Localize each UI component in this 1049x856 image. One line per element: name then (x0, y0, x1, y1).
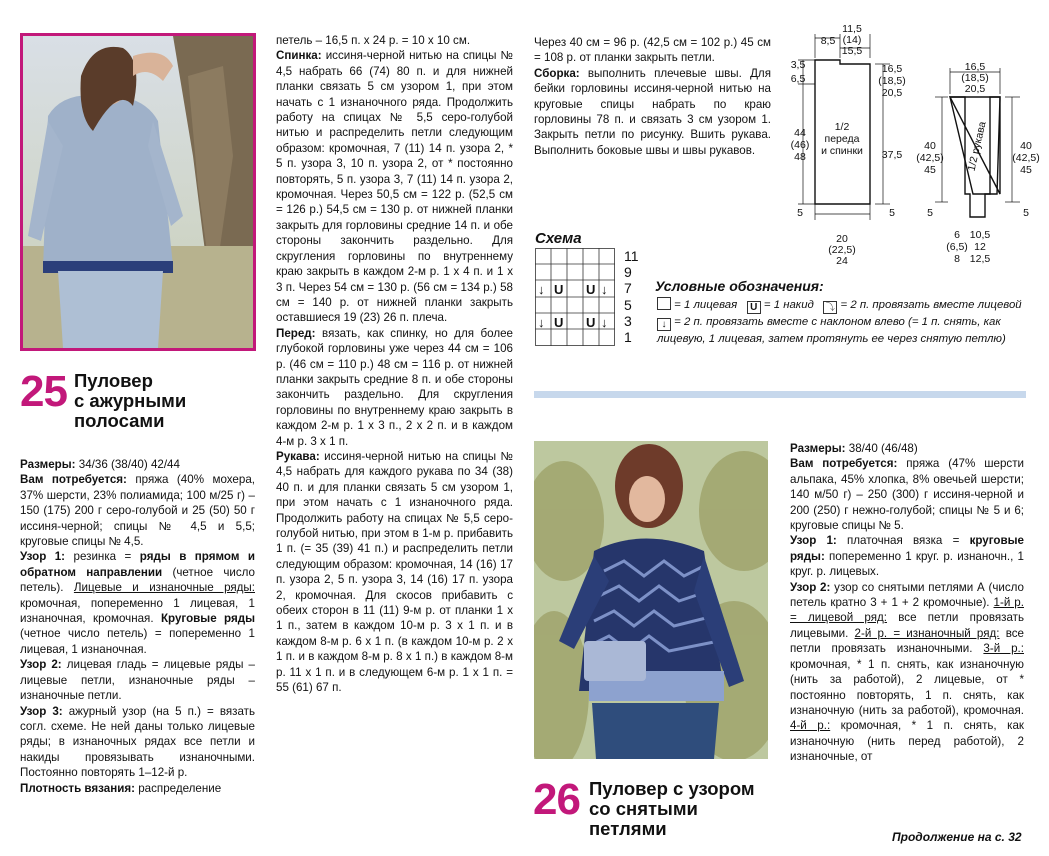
dim-length: (46) (790, 139, 810, 151)
front-text: вязать, как спинку, но для более глубокой горловины уже через 44 см = 106 р. (46 см = 110 р.) 48 см = 116 р. от нижней планки закрыть средние 8 п. и обе стороны закончить раздельно. Для скругления горловины по внутреннему краю закрыть в каждом 2-м р. 1 х 3 п., 2 х 2 п. и в каждом 4-м р. 3 х 1 п. (276, 326, 513, 448)
assembly-label: Сборка: (534, 66, 580, 80)
ssk-icon: ↓ (657, 318, 671, 331)
pattern2-text: лицевая гладь = лицевые ряды – лицевые петли, изнаночные ряды – изнаночные петли. (20, 658, 255, 703)
dim-sleeve-bottom: 12 (974, 241, 986, 253)
k2tog-left-icon: ↓ (538, 282, 545, 297)
sleeve-label: 1/2 рукава (965, 120, 989, 173)
pattern1-text: платочная вязка = (847, 534, 960, 548)
yo-icon: U (586, 282, 596, 297)
column-4 (790, 441, 1024, 765)
body-label: 1/2 (834, 121, 850, 133)
title-line: Пуловер (74, 370, 153, 391)
dim-sleeve-top: (18,5) (961, 72, 989, 84)
pattern2-text: узор со снятыми петлями А (число петель кратно 3 + 1 + 2 кромочные). (790, 580, 1024, 610)
k2tog-icon: ↓ (601, 282, 608, 297)
materials-text: пряжа (40% мохера, 37% шерсти, 23% полиамида; 100 м/25 г) – 150 (175) 200 г серо-голубой и 25 (50) 50 г иссиня-черной; спицы № 4,5 и 5,5; круговые спицы № 4,5. (20, 473, 255, 549)
row2-label: 2-й р. = изнаночный ряд: (854, 626, 1000, 640)
legend (657, 297, 1041, 347)
sizes-value: 34/36 (38/40) 42/44 (78, 458, 180, 471)
row-number: 11 (624, 248, 639, 264)
dim-sleeve-top: 16,5 (964, 61, 986, 73)
row-number: 5 (624, 296, 632, 313)
dim-band: 5 (889, 207, 895, 219)
dim-shoulder: 16,5 (881, 63, 903, 75)
dim-length: 48 (794, 151, 806, 163)
pattern3-text: ажурный узор (на 5 п.) = вязать согл. схеме. Не ней даны только лицевые ряды; в изнаночных рядах все петли и накиды провязывать изнаночными. Постоянно повторять 1–12-й р. (20, 704, 255, 780)
dim-shoulder: 20,5 (881, 87, 903, 99)
yo-icon: U (586, 315, 596, 330)
dim-sleeve-bottom: 10,5 (969, 229, 991, 241)
pattern1-rows: ряды в прямом и обратном направлении (20, 550, 255, 579)
pattern-number-26: 26 (533, 775, 580, 824)
dim-neck-depth: 3,5 (790, 59, 806, 71)
density-text: распределение (138, 781, 222, 795)
title-line: со снятыми (589, 798, 698, 819)
dim-length: 44 (794, 127, 806, 139)
chart-row-numbers (624, 248, 639, 345)
pattern1-text: (четное число петель) = попеременно 1 лицевая, 1 изнаночная. (20, 627, 255, 656)
sizes-value: 38/40 (46/48) (848, 442, 918, 455)
title-line: Пуловер с узором (589, 778, 755, 799)
sleeves-text: иссиня-черной нитью на спицы № 4,5 набрать для каждого рукава по 34 (38) 40 п. и для планки связать 5 см узором 1, при этом начать с 1 изнаночного ряда. Продолжить работу на спицах № 5,5 серо-голубой нитью, при этом в 1-м р. прибавить 1 п. (= 35 (39) 41 п.) и распределить петли следующим образом: кромочная, 14 (16) 17 п. узора 2, 5 п. узора 3, 14 (16) 17 п. узора 2, кромочная. Для скосов прибавить с обеих сторон в 11 (11) 9-м р. от планки 1 х 1 п., затем в каждом 10-м р. 3 х 1 п. и в каждом 8-м р. 6 х 1 п. (в каждом 10-м р. 2 х 1 п. и в каждом 8-м р. 8 х 1 п.) в каждом 8-м р. 11 х 1 п. и в следующем 6-м р. 1 х 1 п. = 55 (61) 67 п. (276, 449, 513, 695)
dim-band: 5 (797, 207, 803, 219)
dim-side: 37,5 (881, 149, 903, 161)
pattern1-round-label: Круговые ряды (160, 612, 255, 626)
sizes-label: Размеры: (20, 458, 76, 471)
dim-sleeve-length: (42,5) (1012, 152, 1040, 164)
title-line: полосами (74, 410, 165, 431)
pattern1-text: кромочная, попеременно 1 лицевая, 1 изнаночная, кромочная. (20, 596, 255, 626)
row3-text: кромочная, * 1 п. снять, как изнаночную (нить за работой), 2 лицевые, от * постоянно повторять, 1 п. снять, как изнаночную (нить за работой), кромочная. (790, 657, 1024, 717)
row-number: 1 (624, 329, 632, 346)
density-label: Плотность вязания: (20, 781, 135, 795)
assembly-text: выполнить плечевые швы. Для бейки горловины иссиня-черной нитью на круговые спицы набрать по краю горловины 78 п. и связать 3 см узором 1. Закрыть петли по рисунку. Вшить рукава. Выполнить боковые швы и швы рукавов. (534, 66, 771, 157)
dim-top-neck: 11,5 (842, 23, 862, 35)
density-value: петель – 16,5 п. х 24 р. = 10 х 10 см. (276, 34, 471, 47)
legend-k2tog: = 2 п. провязать вместе лицевой (840, 299, 1022, 311)
dim-top-neck: (14) (842, 34, 862, 46)
materials-label: Вам потребуется: (790, 457, 898, 471)
pattern1-text: попеременно 1 круг. р. изнаночн., 1 круг. р. лицевых. (790, 549, 1024, 579)
row-number: 3 (624, 312, 632, 329)
knit-icon (657, 297, 671, 310)
dim-sleeve-length: 45 (1020, 164, 1032, 176)
dim-sleeve-length: 40 (1020, 140, 1032, 152)
title-line: с ажурными (74, 390, 187, 411)
title-line: петлями (589, 818, 667, 839)
legend-yo: = 1 накид (763, 299, 814, 311)
sleeve-end-text: Через 40 см = 96 р. (42,5 см = 102 р.) 45 см = 108 р. от планки закрыть петли. (534, 36, 771, 65)
dim-width: 20 (836, 233, 848, 245)
front-label: Перед: (276, 326, 316, 340)
pattern2-label: Узор 2: (790, 580, 831, 594)
column-1 (20, 457, 255, 796)
materials-text: пряжа (47% шерсти альпака, 45% хлопка, 8% овечьей шерсти; 140 м/50 г) – 250 (300) г иссиня-черной и 200 (250) г нежно-голубой; спицы № 5 и 6; круговые спицы № 5. (790, 457, 1024, 533)
sleeves-label: Рукава: (276, 449, 320, 463)
row4-text: кромочная, * 1 п. снять, как изнаночную (нить перед работой), 2 изнаночные, от (790, 719, 1024, 764)
schema-title: Схема (535, 230, 582, 247)
dim-sleeve-top: 20,5 (964, 83, 986, 95)
column-3 (534, 35, 771, 158)
dim-sleeve-bottom: 8 (954, 253, 960, 265)
pattern1-text: резинка = (73, 550, 132, 564)
stitch-chart (535, 248, 615, 346)
dim-width: (22,5) (828, 244, 856, 256)
row1-text: все петли провязать лицевыми. (790, 611, 1024, 640)
dim-width: 24 (836, 255, 848, 267)
pattern1-text: (четное число петель). (20, 565, 255, 595)
photo-model-25 (20, 33, 256, 351)
yo-icon: U (554, 315, 564, 330)
row-number: 9 (624, 264, 632, 281)
pattern1-rows-label: Лицевые и изнаночные ряды: (73, 581, 255, 595)
body-label: и спинки (821, 145, 863, 157)
pattern1-round-label: круговые ряды: (790, 534, 1024, 563)
dim-sleeve-length: 45 (924, 164, 936, 176)
dim-sleeve-band: 5 (927, 207, 933, 219)
legend-title: Условные обозначения: (655, 278, 824, 294)
dim-shoulder: (18,5) (878, 75, 906, 87)
garment-schematic (780, 22, 1042, 270)
sizes-label: Размеры: (790, 442, 846, 455)
photo-model-26 (534, 441, 768, 759)
pattern3-label: Узор 3: (20, 704, 63, 718)
pattern-title-25 (74, 371, 186, 431)
k2tog-icon: ⤵ (823, 301, 837, 314)
yo-icon: U (554, 282, 564, 297)
dim-sleeve-bottom: 6 (954, 229, 960, 241)
column-2 (276, 33, 513, 695)
row-number: 7 (624, 280, 632, 297)
dim-neck-side: 8,5 (820, 35, 836, 47)
pattern1-label: Узор 1: (790, 534, 837, 548)
body-label: переда (824, 133, 860, 145)
k2tog-icon: ↓ (601, 315, 608, 330)
dim-sleeve-length: (42,5) (916, 152, 944, 164)
dim-top-neck: 15,5 (841, 45, 863, 57)
pattern2-label: Узор 2: (20, 658, 62, 672)
dim-sleeve-length: 40 (924, 140, 936, 152)
k2tog-left-icon: ↓ (538, 315, 545, 330)
dim-sleeve-bottom: (6,5) (946, 241, 968, 253)
dim-sleeve-bottom: 12,5 (969, 253, 991, 265)
yo-icon: U (747, 301, 761, 314)
dim-sleeve-band: 5 (1023, 207, 1029, 219)
continuation-note: Продолжение на с. 32 (892, 830, 1022, 844)
pattern-title-26 (589, 779, 755, 839)
row3-label: 3-й р.: (983, 642, 1024, 656)
pattern1-label: Узор 1: (20, 550, 66, 564)
row1-label: 1-й р. = лицевой ряд: (790, 596, 1024, 625)
legend-knit: = 1 лицевая (674, 299, 738, 311)
legend-ssk: = 2 п. провязать вместе с наклоном влево (= 1 п. снять, как лицевую, 1 лицевая, затем протянуть ее через снятую петлю) (657, 316, 1006, 345)
back-text: иссиня-черной нитью на спицы № 4,5 набрать 66 (74) 80 п. и для нижней планки связать 5 см узором 1, при этом начать с 1 изнаночного ряда. Продолжить работу на спицах № 5,5 серо-голубой нитью и распределить петли следующим образом: кромочная, 7 (11) 14 п. узора 2, * 5 п. узора 3, 10 п. узора 2, от * постоянно повторять, 5 п. узора 3, 7 (11) 14 п. узора 2, кромочная. Через 50,5 см = 122 р. (52,5 см = 126 р.) 54,5 см = 130 р. от нижней планки закрыть для горловины средние 14 п. и обе стороны закончить раздельно. Для скругления горловины по внутреннему краю закрыть в каждом 2-м р. 1 х 4 п. и 1 х 3 п. Через 54 см = 130 р. (56 см = 134 р.) 58 см = 140 р. от нижней планки закрыть оставшиеся 19 (23) 26 п. плеча. (276, 49, 513, 325)
pattern-number-25: 25 (20, 367, 67, 416)
back-label: Спинка: (276, 49, 322, 63)
dim-neck-depth: 6,5 (790, 73, 806, 85)
materials-label: Вам потребуется: (20, 473, 127, 487)
row4-label: 4-й р.: (790, 719, 831, 733)
row2-text: все петли провязать изнаночными. (790, 626, 1024, 656)
section-divider (534, 391, 1026, 398)
